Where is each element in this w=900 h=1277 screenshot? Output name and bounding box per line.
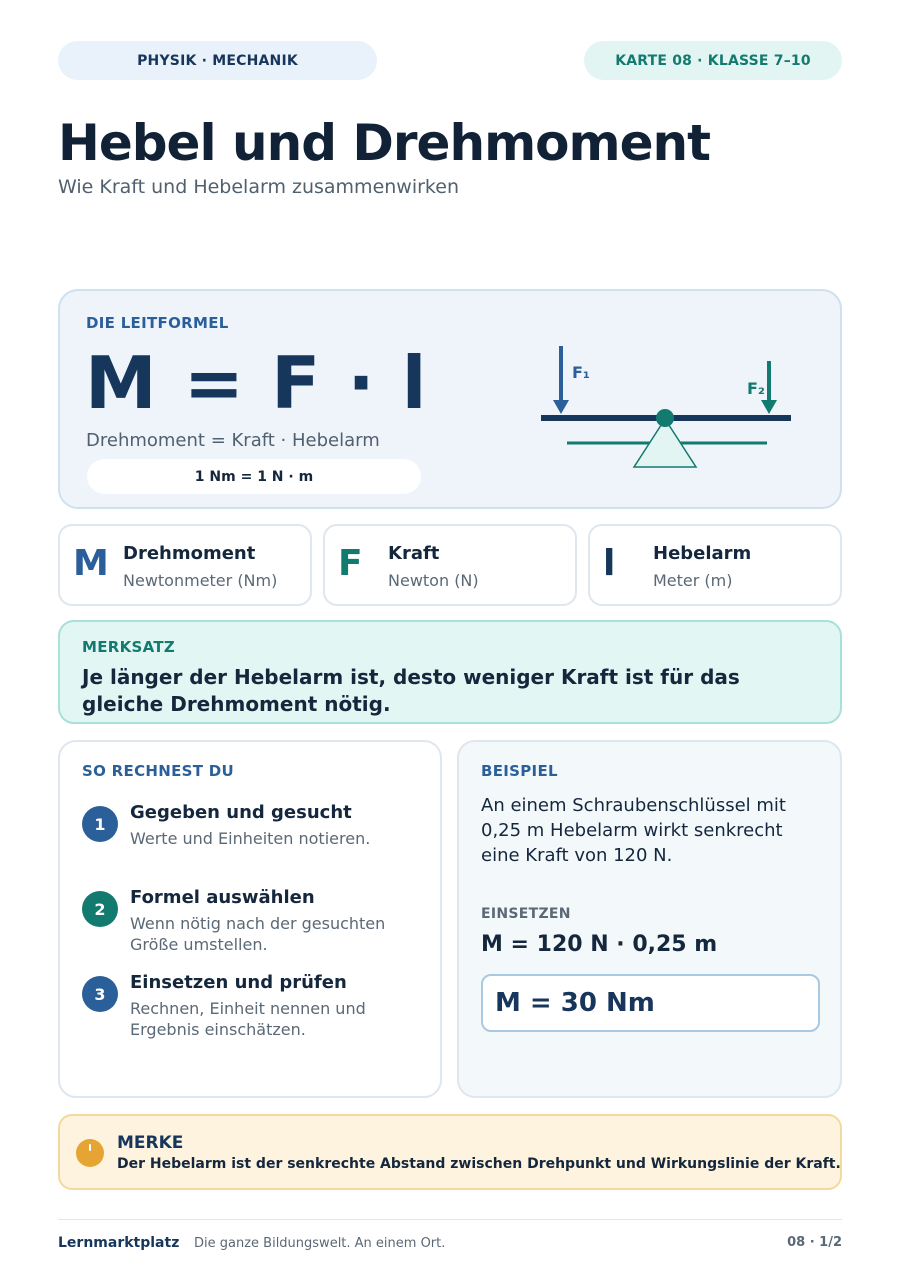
- variable-card-lever-arm: [588, 524, 842, 606]
- variable-name: Kraft: [388, 543, 440, 564]
- remember-box: [58, 1114, 842, 1190]
- force-label-right: F₂: [747, 379, 765, 398]
- footer-divider: [58, 1219, 842, 1220]
- step-title: Formel auswählen: [130, 887, 315, 908]
- step-description: Rechnen, Einheit nennen und Ergebnis einschätzen.: [130, 999, 366, 1039]
- variable-symbol: l: [603, 543, 616, 584]
- footer-tagline: Die ganze Bildungswelt. An einem Ort.: [194, 1236, 446, 1251]
- example-kicker: BEISPIEL: [481, 762, 558, 780]
- result-value: M = 30 Nm: [495, 988, 655, 1018]
- example-text: An einem Schraubenschlüssel mit 0,25 m Hebelarm wirkt senkrecht eine Kraft von 120 N.: [481, 795, 786, 866]
- step-description: Wenn nötig nach der gesuchten Größe umstellen.: [130, 914, 386, 954]
- key-principle-kicker: MERKSATZ: [82, 638, 176, 656]
- example-card: [457, 740, 842, 1098]
- main-formula: M = F · l: [85, 341, 428, 425]
- formula-card: [58, 289, 842, 509]
- step-number-badge: 2: [82, 891, 118, 927]
- variable-unit: Newton (N): [388, 571, 479, 590]
- remember-text: Der Hebelarm ist der senkrechte Abstand zwischen Drehpunkt und Wirkungslinie der Kraft.: [117, 1156, 841, 1172]
- footer-brand: Lernmarktplatz: [58, 1235, 180, 1251]
- key-principle-box: [58, 620, 842, 724]
- insert-label: EINSETZEN: [481, 906, 571, 922]
- lever-pivot: [656, 409, 674, 427]
- force-arrowhead-right: [761, 400, 777, 414]
- variable-unit: Meter (m): [653, 571, 733, 590]
- variable-name: Drehmoment: [123, 543, 256, 564]
- page-subtitle: Wie Kraft und Hebelarm zusammenwirken: [58, 176, 459, 198]
- calculation-steps-card: [58, 740, 442, 1098]
- page-number: 08 · 1/2: [787, 1235, 842, 1250]
- unit-note: 1 Nm = 1 N · m: [87, 459, 421, 494]
- info-icon: [76, 1139, 104, 1167]
- key-principle-text: Je länger der Hebelarm ist, desto weniger Kraft ist für das gleiche Drehmoment nötig.: [82, 665, 740, 716]
- step-description: Werte und Einheiten notieren.: [130, 829, 371, 848]
- lever-diagram: [535, 336, 805, 476]
- page-title: Hebel und Drehmoment: [58, 114, 711, 172]
- variable-unit: Newtonmeter (Nm): [123, 571, 278, 590]
- variable-symbol: M: [73, 543, 109, 584]
- step-number-badge: 3: [82, 976, 118, 1012]
- formula-kicker: DIE LEITFORMEL: [86, 314, 229, 332]
- insert-formula: M = 120 N · 0,25 m: [481, 932, 718, 957]
- variable-card-force: [323, 524, 577, 606]
- force-arrowhead-left: [553, 400, 569, 414]
- step-title: Gegeben und gesucht: [130, 802, 352, 823]
- subject-badge: PHYSIK · MECHANIK: [58, 41, 377, 80]
- variable-symbol: F: [338, 543, 363, 584]
- force-label-left: F₁: [572, 363, 590, 382]
- remember-title: MERKE: [117, 1133, 184, 1153]
- steps-kicker: SO RECHNEST DU: [82, 762, 235, 780]
- formula-in-words: Drehmoment = Kraft · Hebelarm: [86, 430, 380, 451]
- step-title: Einsetzen und prüfen: [130, 972, 347, 993]
- card-info-badge: KARTE 08 · KLASSE 7–10: [584, 41, 842, 80]
- step-number-badge: 1: [82, 806, 118, 842]
- result-box: [481, 974, 820, 1032]
- variable-card-torque: [58, 524, 312, 606]
- variable-name: Hebelarm: [653, 543, 752, 564]
